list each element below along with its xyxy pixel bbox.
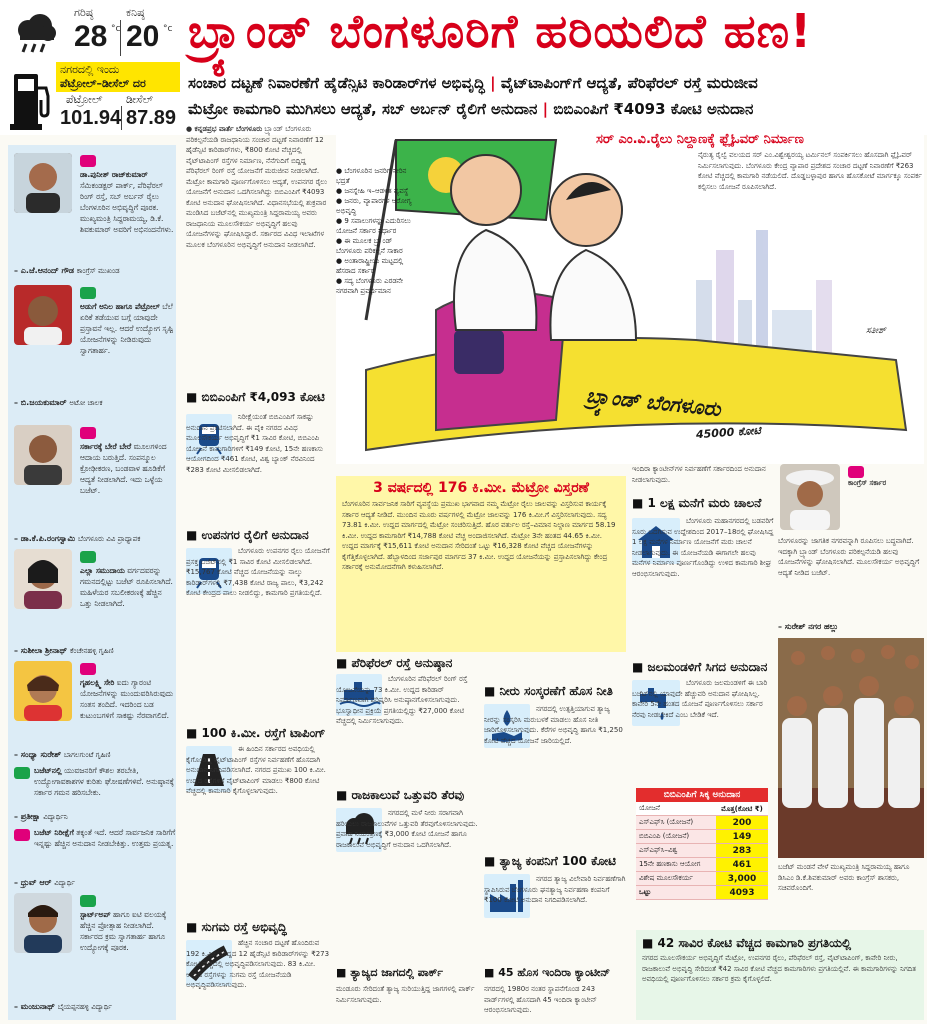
sig-role: ವಿದ್ಯಾರ್ಥಿ: [54, 879, 75, 887]
flyover-text: ನೈರುತ್ಯ ರೈಲ್ವೆ ವಲಯದ ಸರ್ ಎಂ.ವಿಶ್ವೇಶ್ವರಯ್ಯ ಟರ್ಮಿನಲ್ ಸಂಪರ್ಕಿಸಲು ಹೊಸದಾಗಿ ಫ್ಲೈಓವರ್ ನಿರ್ಮಿಸಲಾಗುವುದು. ಬೆಂಗಳೂರು ಕೇಂದ್ರ ವ್ಯಾಪಾರ ಪ್ರದೇಶದ ಸಂಚಾರ ದಟ್ಟಣೆ ನಿವಾರಣೆಗೆ ₹263 ಕೋಟಿ ವೆಚ್ಚದಲ್ಲಿ ಕಾಮಗಾರಿ ನಡೆಯಲಿದೆ. ದೊಡ್ಡಬಳ್ಳಾಪುರ ಹಾಗೂ ಹೊಸಕೋಟೆ ಮಾರ್ಗಕ್ಕೂ ಸಂಪರ್ಕ ಕಲ್ಪಿಸಲು ಯೋಜನೆ ರೂಪಿಸಲಾಗಿದೆ.: [698, 151, 922, 191]
reaction-signature: [14, 265, 120, 277]
reaction-text: [80, 565, 176, 609]
reaction-text: [80, 169, 176, 235]
min-temp-unit: °c: [163, 24, 173, 34]
headline: ಬ್ರ್ಯಾಂಡ್ ಬೆಂಗಳೂರಿಗೆ ಹರಿಯಲಿದೆ ಹಣ!: [188, 4, 813, 58]
diesel-price: 87.89: [126, 107, 177, 129]
metro-box: [336, 476, 626, 652]
table-row: [636, 858, 768, 872]
table-row: [636, 844, 768, 858]
bottom-text: ನಗರದ ಮೂಲಸೌಕರ್ಯ ಅಭಿವೃದ್ಧಿಗೆ ಮೆಟ್ರೋ, ಉಪನಗರ ರೈಲು, ಪೆರಿಫೆರಲ್ ರಸ್ತೆ, ವೈಟ್‌ಟಾಪಿಂಗ್, ಕಾವೇರಿ ನೀರು, ರಾಜಕಾಲುವೆ ಅಭಿವೃದ್ಧಿ ಸೇರಿದಂತೆ ₹42 ಸಾವಿರ ಕೋಟಿ ವೆಚ್ಚದ ಕಾಮಗಾರಿಗಳು ಪ್ರಗತಿಯಲ್ಲಿವೆ. ಈ ಕಾಮಗಾರಿಗಳನ್ನು ನಿಗದಿತ ಅವಧಿಯಲ್ಲಿ ಪೂರ್ಣಗೊಳಿಸಲು ಸರ್ಕಾರ ಕ್ರಮ ಕೈಗೊಳ್ಳಲಿದೆ.: [642, 954, 917, 983]
fuel-tag: [56, 62, 180, 92]
fuel-tag-line2: ಪೆಟ್ರೋಲ್–ಡೀಸೆಲ್ ದರ: [60, 77, 146, 90]
section-heading: ■ ಬಿಬಿಎಂಪಿಗೆ ₹4,093 ಕೋಟಿ: [186, 390, 330, 405]
speech-bubble-icon: [848, 466, 864, 478]
table-cell: 3,000: [716, 872, 768, 885]
bullet-item: ● 9 ಸವಾಲುಗಳನ್ನು ಎದುರಿಸಲು ಯೋಜನೆ ಸರ್ಕಾರ ನಿರ್ಧಾರ: [336, 217, 411, 235]
divider: [120, 20, 121, 56]
intro-text: ಬ್ರ್ಯಾಂಡ್ ಬೆಂಗಳೂರು ಪರಿಕಲ್ಪನೆಯಡಿ ರಾಜಧಾನಿಯ ಸಂಚಾರ ದಟ್ಟಣೆ ನಿವಾರಣೆಗೆ 12 ಹೈಡೆನ್ಸಿಟಿ ಕಾರಿಡಾರ್‌ಗಳು, ₹800 ಕೋಟಿ ವೆಚ್ಚದಲ್ಲಿ ವೈಟ್‌ಟಾಪಿಂಗ್ ರಸ್ತೆಗಳ ನಿರ್ಮಾಣ, ನೆನೆಗುದಿಗೆ ಬಿದ್ದಿದ್ದ ಪೆರಿಫೆರಲ್ ರಿಂಗ್ ರಸ್ತೆ ಯೋಜನೆಗೆ ಮರುಜೀವ ನೀಡಲಾಗಿದೆ. ಮೆಟ್ರೋ ಕಾಮಗಾರಿ ಪೂರ್ಣಗೊಳಿಸಲು ಆದ್ಯತೆ, ಉಪನಗರ ರೈಲು ಯೋಜನೆಗೆ ಅನುದಾನ ಒದಗಿಸಲಾಗಿದ್ದು ಬಿಬಿಎಂಪಿಗೆ ₹4093 ಕೋಟಿ ಅನುದಾನ ಘೋಷಿಸಲಾಗಿದೆ.: [186, 125, 328, 207]
cartoon-banner-amount: 45000 ಕೋಟಿ: [695, 423, 762, 442]
bullet-text: ಜನರು, ವ್ಯಾಪಾರಗಳ ಆರೋಗ್ಯ ಅಭಿವೃದ್ಧಿ: [336, 197, 412, 215]
bullet-text: 9 ಸವಾಲುಗಳನ್ನು ಎದುರಿಸಲು ಯೋಜನೆ ಸರ್ಕಾರ ನಿರ್ಧಾರ: [336, 217, 411, 235]
reaction-label: ಅಡುಗೆ ಅನಿಲ ಹಾಗೂ ಪೆಟ್ರೋಲ್: [80, 302, 160, 311]
bbmp-text: ನಿರೀಕ್ಷೆಯಂತೆ ಬಿಬಿಎಂಪಿಗೆ ಸಾಕಷ್ಟು ಅನುದಾನ ಪ್ರಕಟಿಸಲಾಗಿದೆ. ಈ ಪೈಕಿ ನಗರದ ವಿವಿಧ ಮೂಲಸೌಕರ್ಯ ಅಭಿವೃದ್ಧಿಗೆ ₹1 ಸಾವಿರ ಕೋಟಿ, ಬಿಬಿಎಂಪಿ ಯೋಜನೆ ಕಾಮಗಾರಿಗಳಿಗೆ ₹149 ಕೋಟಿ, 15ನೇ ಹಣಕಾಸು ಆಯೋಗದಿಂದ ₹461 ಕೋಟಿ, ವಿಶ್ವ ಬ್ಯಾಂಕ್ ನೆರವಿನಿಂದ ₹283 ಕೋಟಿ ಮೀಸಲಿಡಲಾಗಿದೆ.: [186, 413, 324, 474]
table-cell: 283: [716, 844, 768, 857]
rain-cloud-icon: [10, 12, 60, 56]
fuel-tag-line1: ನಗರದಲ್ಲಿ ಇಂದು: [60, 63, 120, 76]
speech-bubble-icon: [80, 663, 96, 675]
reaction-card: [14, 827, 174, 889]
column-four: [336, 656, 626, 1020]
sig-role: ಬಾಗಲಗುಂಟೆ ಗೃಹಿಣಿ: [63, 751, 111, 759]
sig-role: ಬೆಂಗಳೂರು ವಿವಿ ಪ್ರಾಧ್ಯಾಪಕ: [77, 535, 141, 543]
peripheral-text: ಬೆಂಗಳೂರಿನ ಪೆರಿಫೆರಲ್ ರಿಂಗ್ ರಸ್ತೆ ಯೋಜನೆಯನ್ನು 73 ಕಿ.ಮೀ. ಉದ್ದದ ಕಾರಿಡಾರ್ ನಿರ್ಮಾಣವಾಗಿ ಪರಿಷ್ಕರಿಸಿ ಅನುಷ್ಠಾನಗೊಳಿಸಲಾಗುವುದು. ಭೂಸ್ವಾಧೀನ ಪ್ರಕ್ರಿಯೆ ಪ್ರಗತಿಯಲ್ಲಿದ್ದು ₹27,000 ಕೋಟಿ ವೆಚ್ಚದಲ್ಲಿ ನಿರ್ಮಿಸಲಾಗುವುದು.: [336, 675, 468, 725]
table-col2: ಮೊತ್ತ(ಕೋಟಿ ₹): [716, 802, 768, 815]
sig-name: – ಪ್ರತೀಕ್ಷಾ: [14, 812, 41, 821]
subheadline: [188, 68, 923, 124]
portrait-photo: [14, 893, 72, 953]
sig-role: ಕೆಂಚೇನಹಳ್ಳಿ ಗೃಹಿಣಿ: [69, 647, 114, 655]
table-row: [636, 886, 768, 900]
reaction-label: ಡಾ.ಪುನೀತ್ ರಾಜ್‌ಕುಮಾರ್: [80, 170, 148, 179]
portrait-photo: [780, 464, 840, 530]
main-story-column: [186, 124, 330, 1020]
sig-role: ಕಾಂಗ್ರೆಸ್ ಮುಖಂಡ: [76, 267, 120, 275]
diesel-label: ಡೀಸೆಲ್: [126, 93, 154, 106]
bottom-green-box: [636, 930, 924, 1020]
sig-name: – ಡಾ.ಕೆ.ಪಿ.ರಂಗಸ್ವಾಮಿ: [14, 534, 76, 543]
roads-text: ಹೆಚ್ಚಿನ ಸಂಚಾರ ದಟ್ಟಣೆ ಹೊಂದಿರುವ 192 ಕಿ.ಮೀ. ಉದ್ದದ 12 ಹೈಡೆನ್ಸಿಟಿ ಕಾರಿಡಾರ್‌ಗಳನ್ನು ₹273 ಕೋಟಿ ವೆಚ್ಚದಲ್ಲಿ ಅಭಿವೃದ್ಧಿಪಡಿಸಲಾಗುವುದು. 83 ಕಿ.ಮೀ. ಉದ್ದದ ರಸ್ತೆಗಳನ್ನು ಸುಗಮ ರಸ್ತೆ ಯೋಜನೆಯಡಿ ಅಭಿವೃದ್ಧಿಪಡಿಸಲಾಗುವುದು.: [186, 939, 330, 989]
divider: [121, 106, 122, 130]
section-heading: ■ ಸುಗಮ ರಸ್ತೆ ಅಭಿವೃದ್ಧಿ: [186, 920, 287, 935]
rajakaluve-text: ನಗರದಲ್ಲಿ ಮಳೆ ನೀರು ಸರಾಗವಾಗಿ ಹರಿಯಲು ರಾಜಕಾಲುವೆಗಳ ಒತ್ತುವರಿ ತೆರವುಗೊಳಿಸಲಾಗುವುದು. ಪ್ರವಾಹ ನಿಯಂತ್ರಣಕ್ಕೆ ₹3,000 ಕೋಟಿ ಯೋಜನೆ ಹಾಗೂ ರಾಜಕಾಲುವೆ ಅಭಿವೃದ್ಧಿಗೆ ಅನುದಾನ ಒದಗಿಸಲಾಗಿದೆ.: [336, 809, 478, 849]
subhead-line2a: ಮೆಟ್ರೋ ಕಾಮಗಾರಿ ಮುಗಿಸಲು ಆದ್ಯತೆ, ಸಬ್ ಅರ್ಬನ್ ರೈಲಿಗೆ ಅನುದಾನ: [188, 100, 538, 118]
sig-name: – ಬಿ.ಜಯಕುಮಾರ್: [14, 398, 67, 407]
speech-bubble-icon: [80, 155, 96, 167]
reaction-label: ಎಲ್ಲಾ ಸಮುದಾಯ: [80, 566, 125, 575]
reaction-signature: [14, 645, 114, 657]
subhead-line1a: ಸಂಚಾರ ದಟ್ಟಣೆ ನಿವಾರಣೆಗೆ ಹೈಡೆನ್ಸಿಟಿ ಕಾರಿಡಾರ್‌ಗಳ ಅಭಿವೃದ್ಧಿ: [188, 74, 485, 92]
main-story-intro: [186, 124, 330, 386]
reaction-card: [14, 661, 174, 761]
table-header: [636, 802, 768, 816]
column-five: [632, 464, 774, 788]
reaction-body: ಸೆಮಿಕಂಡಕ್ಟರ್ ಪಾರ್ಕ್, ಪೆರಿಫೆರಲ್ ರಿಂಗ್ ರಸ್ತೆ, ಸಬ್ ಅರ್ಬನ್ ರೈಲು ಬೆಂಗಳೂರಿನ ಅಭಿವೃದ್ಧಿಗೆ ಪೂರಕ. ಮುಖ್ಯಮಂತ್ರಿ ಸಿದ್ದರಾಮಯ್ಯ, ಡಿ.ಕೆ. ಶಿವಕುಮಾರ್ ಅವರಿಗೆ ಅಭಿನಂದನೆಗಳು.: [80, 181, 174, 234]
bullet-item: ● ಅಂತಾರಾಷ್ಟ್ರೀಯ ಮಟ್ಟದಲ್ಲಿ ಹೆಸರಾದ ಸರ್ಕಾರ: [336, 257, 404, 275]
cartoon-panel: [336, 130, 924, 464]
rail-text: ಬೆಂಗಳೂರು ಉಪನಗರ ರೈಲು ಯೋಜನೆಗೆ ಪ್ರಸಕ್ತ ಬಜೆಟ್‌ನಲ್ಲಿ ₹1 ಸಾವಿರ ಕೋಟಿ ಮೀಸಲಿಡಲಾಗಿದೆ. ₹15,767 ಕೋಟಿ ವೆಚ್ಚದ ಯೋಜನೆಯನ್ನು ನಾಲ್ಕು ಕಾರಿಡಾರ್‌ಗಳಲ್ಲಿ ₹7,438 ಕೋಟಿ ರಾಜ್ಯ ಪಾಲು, ₹3,242 ಕೋಟಿ ಕೇಂದ್ರದ ಪಾಲು ನೀಡಲಿದ್ದು, ಕಾಮಗಾರಿ ಪ್ರಗತಿಯಲ್ಲಿದೆ.: [186, 547, 330, 597]
reaction-card: [14, 549, 174, 657]
section-heading: ■ 1 ಲಕ್ಷ ಮನೆಗೆ ಮರು ಚಾಲನೆ: [632, 496, 774, 511]
flyover-title: ಸರ್ ಎಂ.ವಿ.ರೈಲು ನಿಲ್ದಾಣಕ್ಕೆ ಫ್ಲೈಓವರ್ ನಿರ್ಮಾಣ: [596, 132, 804, 147]
petrol-label: ಪೆಟ್ರೋಲ್: [66, 93, 103, 106]
portrait-photo: [14, 153, 72, 213]
sig-role: ವಿದ್ಯಾರ್ಥಿನಿ: [43, 813, 68, 821]
bullet-item: ● ಬೆಂಗಳೂರಿನ ಜನರಿಗೆ ನೀರಿನ ಭದ್ರತೆ: [336, 167, 407, 185]
reaction-label: ಬಜೆಟ್ ನಿರೀಕ್ಷೆಗೆ: [34, 828, 74, 837]
reaction-signature: – ಸುರೇಶ್ ನಗರ ಹಲ್ಲು: [778, 622, 839, 631]
sig-name: – ಸಂಧ್ಯಾ ಸುರೇಶ್: [14, 750, 62, 759]
table-cell: 200: [716, 816, 768, 829]
reaction-label: ಗೃಹಲಕ್ಷ್ಮಿ ಸೇರಿ: [80, 678, 115, 687]
portrait-photo: [14, 549, 72, 609]
cartoon-bullets: [336, 166, 416, 296]
reaction-card: [14, 285, 174, 420]
bullet-text: ಸದ್ಯ ಬೆಂಗಳೂರು ಎರಡನೇ ನಗರವಾಗಿ ಪ್ರವರ್ಧಮಾನ: [336, 277, 403, 295]
table-cell: ಬಿಬಿಎಂಪಿ (ಯೋಜನೆ): [639, 832, 690, 840]
speech-bubble-icon: [80, 551, 96, 563]
whitetopping-text: ಈ ಹಿಂದಿನ ಸರ್ಕಾರದ ಅವಧಿಯಲ್ಲಿ ಕೈಗೊಂಡಿದ್ದ ವೈಟ್‌ಟಾಪಿಂಗ್ ರಸ್ತೆಗಳ ನಿರ್ವಹಣೆಗೆ ಹೊಸದಾಗಿ ಅನುದಾನ ನಿಗದಿಪಡಿಸಲಾಗಿದೆ. ನಗರದ ಪ್ರಮುಖ 100 ಕಿ.ಮೀ. ಉದ್ದದ ರಸ್ತೆಗಳಿಗೆ ವೈಟ್‌ಟಾಪಿಂಗ್ ಮಾಡಲು ₹800 ಕೋಟಿ ವೆಚ್ಚದಲ್ಲಿ ಕಾಮಗಾರಿ ಕೈಗೊಳ್ಳಲಾಗುವುದು.: [186, 745, 326, 795]
bbmp-grant-table: [636, 788, 768, 900]
reactions-column: [8, 145, 176, 1020]
table-cell: 461: [716, 858, 768, 871]
portrait-photo: [14, 661, 72, 721]
reaction-card: [14, 153, 174, 278]
fuel-pump-icon: [10, 66, 54, 130]
reaction-card: [14, 425, 174, 545]
bullet-item: ● ಜನರು, ವ್ಯಾಪಾರಗಳ ಆರೋಗ್ಯ ಅಭಿವೃದ್ಧಿ: [336, 197, 412, 215]
bullet-text: ಈ ಮೂಲಕ ಬ್ರ್ಯಾಂಡ್ ಬೆಂಗಳೂರು ಪರಿಕಲ್ಪನೆ ಸಾಕಾರ: [336, 237, 403, 255]
sig-name: – ಎ.ಜೆ.ಆನಂದ್ ಗೌಡ: [14, 266, 74, 275]
table-row: [636, 872, 768, 886]
reaction-text: [80, 441, 176, 496]
subhead-line1b: ವೈಟ್‌ಟಾಪಿಂಗ್‌ಗೆ ಆದ್ಯತೆ, ಪೆರಿಫೆರಲ್ ರಸ್ತೆ ಮರುಜೀವ: [500, 74, 758, 92]
bullet-item: ● ಈ ಮೂಲಕ ಬ್ರ್ಯಾಂಡ್ ಬೆಂಗಳೂರು ಪರಿಕಲ್ಪನೆ ಸಾಕಾರ: [336, 237, 403, 255]
congress-text: ಬೆಂಗಳೂರನ್ನು ಜಾಗತಿಕ ನಗರವನ್ನಾಗಿ ರೂಪಿಸಲು ಬದ್ಧವಾಗಿದೆ. ಇದಕ್ಕಾಗಿ ಬ್ರ್ಯಾಂಡ್ ಬೆಂಗಳೂರು ಪರಿಕಲ್ಪನೆಯಡಿ ಹಲವು ಯೋಜನೆಗಳನ್ನು ಘೋಷಿಸಲಾಗಿದೆ. ಮೂಲಸೌಕರ್ಯ ಅಭಿವೃದ್ಧಿಗೆ ಆದ್ಯತೆ ನೀಡಿದ ಬಜೆಟ್.: [778, 537, 920, 577]
reaction-body: ಬೆಲೆ ಏರಿಕೆ ತಡೆಯುವ ಬಗ್ಗೆ ಯಾವುದೇ ಪ್ರಸ್ತಾವನೆ ಇಲ್ಲ. ಆದರೆ ಉದ್ಯೋಗ ಸೃಷ್ಟಿ ಯೋಜನೆಗಳನ್ನು ನೀಡಿರುವುದು ಸ್ವಾಗತಾರ್ಹ.: [80, 302, 174, 355]
table-cell: ಒಟ್ಟು: [639, 888, 652, 896]
byline: ● ಕನ್ನಡಪ್ರಭ ವಾರ್ತೆ ಬೆಂಗಳೂರು: [186, 125, 263, 133]
reaction-text: [14, 827, 176, 849]
reaction-body: ಮೂಲಗಳಿಂದ ಆದಾಯ ಬರುತ್ತಿದೆ. ಸಂಪನ್ಮೂಲ ಕ್ರೋಢೀಕರಣ, ಬಂಡವಾಳ ಹೂಡಿಕೆಗೆ ಆದ್ಯತೆ ನೀಡಲಾಗಿದೆ. ಇದು ಒಳ್ಳೆಯ ಬಜೆಟ್.: [80, 442, 167, 495]
reaction-text: [80, 301, 176, 356]
reaction-label: ಸರ್ಕಾರಕ್ಕೆ ಬೇರೆ ಬೇರೆ: [80, 442, 132, 451]
intro-text-2: ವಿಧಾನಸಭೆಯಲ್ಲಿ ಶುಕ್ರವಾರ ಮಂಡಿಸಿದ ಬಜೆಟ್‌ನಲ್ಲಿ ಮುಖ್ಯಮಂತ್ರಿ ಸಿದ್ದರಾಮಯ್ಯ ಅವರು ರಾಜಧಾನಿಯ ಮೂಲಸೌಕರ್ಯ ಅಭಿವೃದ್ಧಿಗೆ ಹಲವು ಯೋಜನೆಗಳನ್ನು ಘೋಷಿಸಿದ್ದಾರೆ. ಸರ್ಕಾರದ ವಿವಿಧ ಇಲಾಖೆಗಳ ಮೂಲಕ ಬೆಂಗಳೂರಿನ ಅಭಿವೃದ್ಧಿಗೆ ಅನುದಾನ ನೀಡಲಾಗಿದೆ.: [186, 198, 327, 249]
section-heading: ■ ಪೆರಿಫೆರಲ್ ರಸ್ತೆ ಅನುಷ್ಠಾನ: [336, 656, 452, 671]
separator: |: [490, 74, 496, 92]
reaction-text: [80, 677, 176, 721]
metro-title: 3 ವರ್ಷದಲ್ಲಿ 176 ಕಿ.ಮೀ. ಮೆಟ್ರೋ ವಿಸ್ತರಣೆ: [373, 480, 589, 496]
reaction-signature: [14, 1001, 112, 1013]
metro-text: ಬೆಂಗಳೂರಿನ ಸಾರ್ವಜನಿಕ ಸಾರಿಗೆ ವ್ಯವಸ್ಥೆಯ ಪ್ರಮುಖ ಭಾಗವಾದ ನಮ್ಮ ಮೆಟ್ರೋ ರೈಲು ಜಾಲವನ್ನು ವಿಸ್ತರಿಸುವ ಕಾರ್ಯಕ್ಕೆ ಸರ್ಕಾರ ಆದ್ಯತೆ ನೀಡಿದೆ. ಮುಂದಿನ ಮೂರು ವರ್ಷಗಳಲ್ಲಿ ಮೆಟ್ರೋ ಜಾಲವನ್ನು 176 ಕಿ.ಮೀ.ಗೆ ವಿಸ್ತರಿಸಲಾಗುವುದು. ಸದ್ಯ 73.81 ಕಿ.ಮೀ. ಉದ್ದದ ಮಾರ್ಗದಲ್ಲಿ ಮೆಟ್ರೋ ಸಂಚರಿಸುತ್ತಿದೆ. ಹೊರ ವರ್ತುಲ ರಸ್ತೆ–ವಿಮಾನ ನಿಲ್ದಾಣ ಮಾರ್ಗದ 58.19 ಕಿ.ಮೀ. ಉದ್ದದ ಕಾಮಗಾರಿಗೆ ₹14,788 ಕೋಟಿ ವೆಚ್ಚ ಅಂದಾಜಿಸಲಾಗಿದೆ. ಮೆಟ್ರೋ 3ನೇ ಹಂತದ 44.65 ಕಿ.ಮೀ. ಉದ್ದದ ಮಾರ್ಗಕ್ಕೆ ₹15,611 ಕೋಟಿ ಅನುದಾನ ಸೇರಿದಂತೆ ಒಟ್ಟು ₹16,328 ಕೋಟಿ ವೆಚ್ಚದ ಯೋಜನೆಗಳನ್ನು ಕೈಗೆತ್ತಿಕೊಳ್ಳಲಾಗಿದೆ. ಹೆಬ್ಬಾಳದಿಂದ ಸರ್ಜಾಪುರ ಮಾರ್ಗದ 37 ಕಿ.ಮೀ. ಉದ್ದದ ಯೋಜನೆಯನ್ನು ಪ್ರಸ್ತಾಪಿಸಲಾಗಿದ್ದು ಕೇಂದ್ರ ಸರ್ಕಾರಕ್ಕೆ ಅನುಮೋದನೆಗಾಗಿ ಕಳುಹಿಸಲಾಗಿದೆ.: [342, 500, 616, 571]
table-col1: ಯೋಜನೆ: [639, 804, 660, 812]
table-cell: ಎಸ್ಎಫ್‌ಸಿ–ವಿಶ್ವ: [639, 846, 678, 854]
table-cell: ವಿಶೇಷ ಮೂಲಸೌಕರ್ಯ: [639, 874, 693, 882]
sig-role: ಬೈಯಪ್ಪನಹಳ್ಳಿ ವಿದ್ಯಾರ್ಥಿ: [57, 1003, 112, 1011]
reaction-body: ಹಾಗೂ ಐಟಿ ವಲಯಕ್ಕೆ ಹೆಚ್ಚಿನ ಪ್ರೋತ್ಸಾಹ ನೀಡಲಾಗಿದೆ. ಸರ್ಕಾರದ ಕ್ರಮ ಸ್ವಾಗತಾರ್ಹ ಹಾಗೂ ಉದ್ಯೋಗಕ್ಕೆ ಪೂರಕ.: [80, 910, 167, 952]
speech-bubble-icon: [80, 287, 96, 299]
section-heading: ■ 100 ಕಿ.ಮೀ. ರಸ್ತೆಗೆ ಟಾಪಿಂಗ್: [186, 726, 325, 741]
reaction-signature: [14, 749, 111, 761]
reaction-label: ಸ್ಟಾರ್ಟ್‌ಅಪ್‌: [80, 910, 111, 919]
sig-role: ಅಟೋ ಚಾಲಕ: [69, 399, 103, 407]
sig-name: – ಸುಶೀಲಾ ಶ್ರೀನಾಥ್: [14, 646, 68, 655]
sig-name: – ಧ್ರುವ್ ಆರ್: [14, 878, 52, 887]
reaction-label: ಬಜೆಟ್‌ನಲ್ಲಿ: [34, 766, 62, 775]
cartoon-banner: ಬ್ರ್ಯಾಂಡ್ ಬೆಂಗಳೂರು: [585, 383, 722, 421]
bullet-item: ● ಸದ್ಯ ಬೆಂಗಳೂರು ಎರಡನೇ ನಗರವಾಗಿ ಪ್ರವರ್ಧಮಾನ: [336, 277, 403, 295]
fuel-price-box: [8, 62, 178, 134]
section-heading: ■ ಉಪನಗರ ರೈಲಿಗೆ ಅನುದಾನ: [186, 528, 309, 543]
table-cell: 149: [716, 830, 768, 843]
reaction-signature: [14, 397, 102, 409]
portrait-photo: [14, 425, 72, 485]
table-row: [636, 816, 768, 830]
table-cell: ಎಸ್ಎಫ್‌ಸಿ (ಯೋಜನೆ): [639, 818, 694, 826]
speech-bubble-icon: [80, 427, 96, 439]
reaction-text: [80, 909, 176, 953]
photo-caption: ಬಜೆಟ್ ಮಂಡನೆ ವೇಳೆ ಮುಖ್ಯಮಂತ್ರಿ ಸಿದ್ದರಾಮಯ್ಯ ಹಾಗೂ ಡಿಸಿಎಂ ಡಿ.ಕೆ.ಶಿವಕುಮಾರ್ ಅವರು ಕಾಂಗ್ರೆಸ್ ಶಾಸಕರು, ಸಚಿವರೊಂದಿಗೆ.: [778, 863, 910, 892]
reaction-body: ವರ್ಗದವರನ್ನು ಗಮನದಲ್ಲಿಟ್ಟು ಬಜೆಟ್ ರೂಪಿಸಲಾಗಿದೆ. ಮಹಿಳೆಯರ ಸಬಲೀಕರಣಕ್ಕೆ ಹೆಚ್ಚಿನ ಒತ್ತು ನೀಡಲಾಗಿದೆ.: [80, 566, 173, 608]
assembly-photo: [778, 638, 924, 858]
park-text: ಮಂಡೂರು ಸೇರಿದಂತೆ ತ್ಯಾಜ್ಯ ಸುರಿಯುತ್ತಿದ್ದ ಜಾಗಗಳಲ್ಲಿ ಪಾರ್ಕ್ ನಿರ್ಮಿಸಲಾಗುವುದು.: [336, 985, 475, 1004]
min-temp-label: ಕನಿಷ್ಠ: [126, 6, 145, 19]
bullet-text: ಅಂತಾರಾಷ್ಟ್ರೀಯ ಮಟ್ಟದಲ್ಲಿ ಹೆಸರಾದ ಸರ್ಕಾರ: [336, 257, 404, 275]
portrait-photo: [14, 285, 72, 345]
section-heading: ■ ನೀರು ಸಂಸ್ಕರಣೆಗೆ ಹೊಸ ನೀತಿ: [484, 684, 613, 699]
bullet-item: ● ಜನಸ್ನೇಹಿ ಇ–ಆಡಳಿತ ವ್ಯವಸ್ಥೆ: [336, 187, 409, 195]
section-heading: ■ ರಾಜಕಾಲುವೆ ಒತ್ತುವರಿ ತೆರವು: [336, 788, 464, 803]
subhead-line2b: ಬಿಬಿಎಂಪಿಗೆ ₹4093 ಕೋಟಿ ಅನುದಾನ: [553, 100, 754, 118]
sig-name: – ಮಂಜುನಾಥ್: [14, 1002, 55, 1011]
housing-text: ಬೆಂಗಳೂರು ಮಹಾನಗರದಲ್ಲಿ ಬಡವರಿಗೆ ಸೂರು ಒದಗಿಸುವ ಉದ್ದೇಶದಿಂದ 2017–18ರಲ್ಲಿ ಘೋಷಿಸಿದ್ದ 1 ಲಕ್ಷ ಮನೆಗಳ ನಿರ್ಮಾಣ ಯೋಜನೆಗೆ ಮರು ಚಾಲನೆ ನೀಡಲಾಗುವುದು. ಈ ಯೋಜನೆಯಡಿ ಈಗಾಗಲೇ ಹಲವು ಮನೆಗಳ ನಿರ್ಮಾಣ ಪೂರ್ಣಗೊಂಡಿದ್ದು ಉಳಿದ ಕಾಮಗಾರಿ ಶೀಘ್ರ ಆರಂಭಿಸಲಾಗುವುದು.: [632, 517, 774, 578]
table-cell: 15ನೇ ಹಣಕಾಸು ಆಯೋಗ: [639, 860, 701, 868]
reaction-body: ಐದು ಗ್ಯಾರಂಟಿ ಯೋಜನೆಗಳನ್ನು ಮುಂದುವರಿಸಿರುವುದು ಸಂತಸ ತಂದಿದೆ. ಇದರಿಂದ ಬಡ ಕುಟುಂಬಗಳಿಗೆ ಸಾಕಷ್ಟು ನೆರವಾಗಲಿದೆ.: [80, 678, 174, 720]
masthead: [0, 0, 927, 135]
section-heading: ■ 45 ಹೊಸ ಇಂದಿರಾ ಕ್ಯಾಂಟೀನ್: [484, 966, 610, 980]
waste-text: ನಗರದ ತ್ಯಾಜ್ಯ ವಿಲೇವಾರಿ ನಿರ್ವಹಣೆಗಾಗಿ ಸ್ಥಾಪಿಸಿರುವ ಬೆಂಗಳೂರು ಘನತ್ಯಾಜ್ಯ ನಿರ್ವಹಣಾ ಕಂಪನಿಗೆ ₹100 ಕೋಟಿ ಅನುದಾನ ನಿಗದಿಪಡಿಸಲಾಗಿದೆ.: [484, 875, 626, 904]
max-temp: 28: [74, 20, 108, 53]
canteen-continued: ಇಂದಿರಾ ಕ್ಯಾಂಟೀನ್‌ಗಳ ನಿರ್ವಹಣೆಗೆ ಸರ್ಕಾರದಿಂದ ಅನುದಾನ ನೀಡಲಾಗುವುದು.: [632, 465, 766, 484]
weather-box: [8, 6, 176, 58]
reaction-label: ಕಾಂಗ್ರೆಸ್ ಸರ್ಕಾರ: [848, 479, 887, 487]
reaction-card: [14, 893, 174, 1017]
table-cell: 4093: [716, 886, 768, 899]
canteen-text: ನಗರದಲ್ಲಿ 1980ರ ನಂತರ ಸ್ಥಾಪನೆಗೊಂಡ 243 ವಾರ್ಡ್‌ಗಳಲ್ಲಿ ಹೊಸದಾಗಿ 45 ಇಂದಿರಾ ಕ್ಯಾಂಟೀನ್ ಆರಂಭಿಸಲಾಗುವುದು.: [484, 985, 597, 1014]
bottom-title: ■ 42 ಸಾವಿರ ಕೋಟಿ ವೆಚ್ಚದ ಕಾಮಗಾರಿ ಪ್ರಗತಿಯಲ್ಲಿ: [636, 930, 924, 953]
reaction-signature: [14, 811, 68, 823]
jalamandali-text: ಬೆಂಗಳೂರು ಜಲಮಂಡಳಿಗೆ ಈ ಬಾರಿ ಬಜೆಟ್‌ನಲ್ಲಿ ಯಾವುದೇ ಹೆಚ್ಚುವರಿ ಅನುದಾನ ಘೋಷಿಸಿಲ್ಲ. ಕಾವೇರಿ 5ನೇ ಹಂತದ ಯೋಜನೆ ಪೂರ್ಣಗೊಳಿಸಲು ಸರ್ಕಾರ ನೆರವು ನೀಡಬೇಕಿದೆ ಎಂಬ ಬೇಡಿಕೆ ಇದೆ.: [632, 679, 768, 719]
section-heading: ■ ತ್ಯಾಜ್ಯ ಕಂಪನಿಗೆ 100 ಕೋಟಿ: [484, 854, 616, 869]
reaction-signature: [14, 877, 75, 889]
bullet-text: ಬೆಂಗಳೂರಿನ ಜನರಿಗೆ ನೀರಿನ ಭದ್ರತೆ: [336, 167, 407, 185]
max-temp-unit: °c: [111, 24, 121, 34]
table-row: [636, 830, 768, 844]
reaction-body: ಯುವಜನರಿಗೆ ಕೌಶಲ ತರಬೇತಿ, ಉದ್ಯೋಗಾವಕಾಶಗಳ ಕುರಿತು ಘೋಷಣೆಗಳಿವೆ. ಅನುಷ್ಠಾನಕ್ಕೆ ಸರ್ಕಾರ ಗಮನ ಹರಿಸಬೇಕು.: [34, 766, 174, 797]
petrol-price: 101.94: [60, 107, 122, 129]
reaction-card: [14, 765, 174, 823]
water-text: ನಗರದಲ್ಲಿ ಉತ್ಪತ್ತಿಯಾಗುವ ತ್ಯಾಜ್ಯ ನೀರನ್ನು ಸಂಸ್ಕರಿಸಿ ಮರುಬಳಕೆ ಮಾಡಲು ಹೊಸ ನೀತಿ ಜಾರಿಗೊಳಿಸಲಾಗುವುದು. ಕೆರೆಗಳ ಅಭಿವೃದ್ಧಿ ಹಾಗೂ ₹1,250 ಕೋಟಿ ವೆಚ್ಚದ ಯೋಜನೆ ಜಾರಿಯಲ್ಲಿದೆ.: [484, 705, 623, 745]
speech-bubble-icon: [80, 895, 96, 907]
separator: |: [542, 100, 549, 118]
section-heading: ■ ಜಲಮಂಡಳಿಗೆ ಸಿಗದ ಅನುದಾನ: [632, 660, 767, 675]
section-heading: ■ ತ್ಯಾಜ್ಯದ ಜಾಗದಲ್ಲಿ ಪಾರ್ಕ್: [336, 966, 443, 980]
max-temp-label: ಗರಿಷ್ಠ: [74, 6, 94, 19]
reaction-signature: [14, 533, 140, 545]
bullet-text: ಜನಸ್ನೇಹಿ ಇ–ಆಡಳಿತ ವ್ಯವಸ್ಥೆ: [344, 187, 409, 195]
min-temp: 20: [126, 20, 160, 53]
reaction-body: ತಕ್ಕಂತೆ ಇದೆ. ಆದರೆ ಸಾರ್ವಜನಿಕ ಸಾರಿಗೆಗೆ ಇನ್ನಷ್ಟು ಹೆಚ್ಚಿನ ಅನುದಾನ ನೀಡಬೇಕಿತ್ತು. ಉತ್ತಮ ಪ್ರಯತ್ನ.: [34, 828, 176, 848]
table-title: ಬಿಬಿಎಂಪಿಗೆ ಸಿಕ್ಕ ಅನುದಾನ: [636, 788, 768, 802]
congress-quote: [778, 464, 924, 634]
cartoonist-signature: ಸತೀಶ್: [866, 326, 886, 336]
congress-text-top: [848, 478, 924, 534]
reaction-text: [14, 765, 176, 798]
